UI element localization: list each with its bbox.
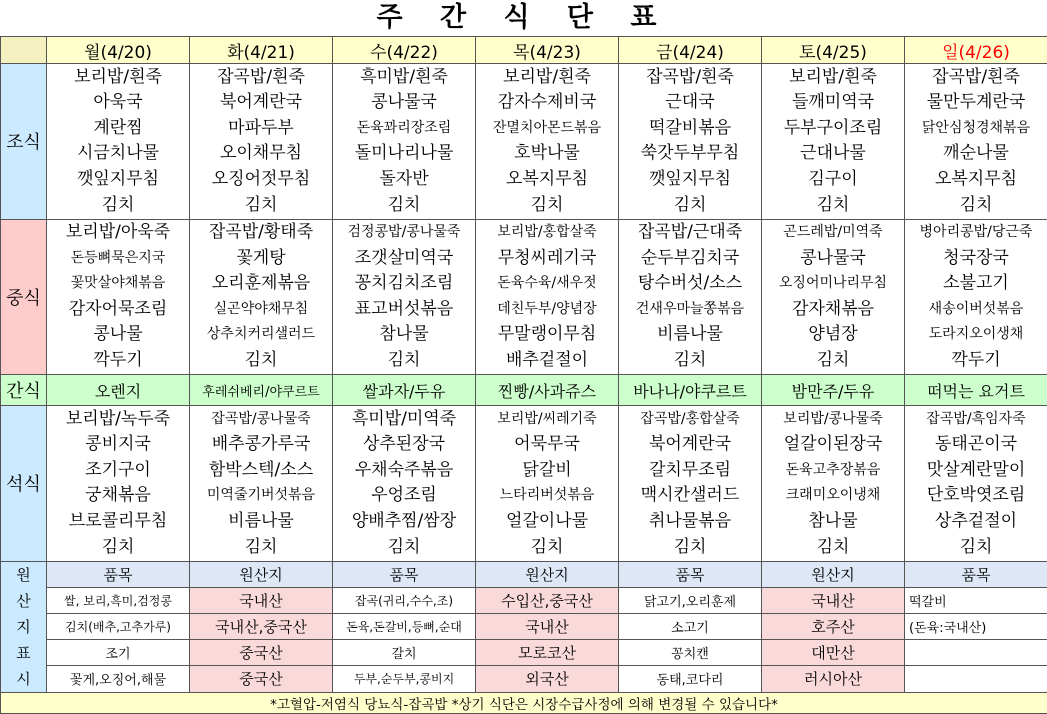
menu-item: 병아리콩밥/당근죽 — [905, 220, 1047, 246]
menu-item: 콩나물 — [47, 322, 189, 348]
origin-country-cell: 중국산 — [190, 666, 333, 692]
menu-item: 닭안심청경채볶음 — [905, 116, 1047, 142]
menu-item: 양념장 — [762, 322, 904, 348]
menu-item: 김치 — [762, 535, 904, 561]
menu-item: 잡곡밥/흰죽 — [190, 65, 332, 91]
origin-item-cell: 갈치 — [333, 640, 476, 666]
menu-item: 오징어미나리무침 — [762, 271, 904, 297]
menu-item: 건새우마늘쫑볶음 — [619, 297, 761, 323]
menu-item: 보리밥/흰죽 — [762, 65, 904, 91]
origin-column-header: 품목 — [905, 561, 1047, 587]
dinner-day-cell — [476, 406, 619, 561]
origin-label — [1, 561, 47, 692]
origin-item-cell: 두부,순두부,콩비지 — [333, 666, 476, 692]
origin-country-cell: 국내산 — [476, 613, 619, 639]
menu-item: 흑미밥/미역죽 — [333, 407, 475, 433]
menu-item: 궁채볶음 — [47, 483, 189, 509]
menu-item: 함박스텍/소스 — [190, 458, 332, 484]
menu-item: 김치 — [619, 348, 761, 374]
menu-item: 계란찜 — [47, 116, 189, 142]
origin-item-cell: 쌀, 보리,흑미,검정콩 — [47, 587, 190, 613]
origin-item-cell: 김치(배추,고추가루) — [47, 613, 190, 639]
origin-item-cell: 닭고기,오리훈제 — [619, 587, 762, 613]
day-header: 금(4/24) — [619, 37, 762, 64]
lunch-day-cell — [190, 219, 333, 374]
menu-item: 닭갈비 — [476, 458, 618, 484]
menu-item: 순두부김치국 — [619, 246, 761, 272]
origin-column-header: 원산지 — [762, 561, 905, 587]
origin-item-cell: 소고기 — [619, 613, 762, 639]
menu-item: 김치 — [762, 193, 904, 219]
menu-item: 맥시칸샐러드 — [619, 483, 761, 509]
origin-country-cell: 대만산 — [762, 640, 905, 666]
origin-item-cell: 떡갈비 — [905, 587, 1047, 613]
menu-item: 오리훈제볶음 — [190, 271, 332, 297]
origin-column-header: 품목 — [333, 561, 476, 587]
day-header-row — [1, 37, 1047, 64]
menu-item: 맛살계란말이 — [905, 458, 1047, 484]
menu-item: 보리밥/아욱죽 — [47, 220, 189, 246]
menu-item: 깻잎지무침 — [47, 167, 189, 193]
menu-item: 오복지무침 — [905, 167, 1047, 193]
snack-cell: 밤만주/두유 — [762, 375, 905, 406]
menu-item: 무말랭이무침 — [476, 322, 618, 348]
menu-item: 비름나물 — [190, 509, 332, 535]
menu-item: 꽃맛살야채볶음 — [47, 271, 189, 297]
breakfast-day-cell — [905, 64, 1047, 219]
lunch-day-cell — [762, 219, 905, 374]
origin-row — [1, 587, 1047, 613]
snack-row — [1, 375, 1047, 406]
origin-country-cell: 러시아산 — [762, 666, 905, 692]
origin-column-header: 품목 — [47, 561, 190, 587]
origin-country-cell: 모로코산 — [476, 640, 619, 666]
menu-item: 김치 — [333, 348, 475, 374]
origin-country-cell: 중국산 — [190, 640, 333, 666]
breakfast-day-cell — [47, 64, 190, 219]
menu-item: 잡곡밥/황태죽 — [190, 220, 332, 246]
origin-column-header: 원산지 — [190, 561, 333, 587]
breakfast-day-cell — [333, 64, 476, 219]
menu-item: 물만두계란국 — [905, 90, 1047, 116]
dinner-day-cell — [905, 406, 1047, 561]
origin-label-text: 원산지표시 — [15, 562, 33, 692]
menu-item: 호박나물 — [476, 141, 618, 167]
menu-item: 북어계란국 — [190, 90, 332, 116]
menu-item: 도라지오이생채 — [905, 322, 1047, 348]
menu-item: 참나물 — [762, 509, 904, 535]
menu-item: 보리밥/홍합살죽 — [476, 220, 618, 246]
menu-item: 조기구이 — [47, 458, 189, 484]
menu-item: 떡갈비볶음 — [619, 116, 761, 142]
day-header: 수(4/22) — [333, 37, 476, 64]
menu-item: 오징어젓무침 — [190, 167, 332, 193]
origin-column-header: 품목 — [619, 561, 762, 587]
menu-item: 잡곡밥/근대죽 — [619, 220, 761, 246]
day-header: 목(4/23) — [476, 37, 619, 64]
dinner-row — [1, 406, 1047, 561]
breakfast-day-cell — [190, 64, 333, 219]
menu-item: 단호박엿조림 — [905, 483, 1047, 509]
menu-item: 배추콩가루국 — [190, 432, 332, 458]
menu-item: 깍두기 — [905, 348, 1047, 374]
origin-row — [1, 640, 1047, 666]
origin-country-cell: 국내산 — [762, 587, 905, 613]
menu-item: 오복지무침 — [476, 167, 618, 193]
snack-cell: 떠먹는 요거트 — [905, 375, 1047, 406]
menu-item: 김치 — [47, 535, 189, 561]
menu-item: 비름나물 — [619, 322, 761, 348]
menu-item: 검정콩밥/콩나물죽 — [333, 220, 475, 246]
origin-header-row — [1, 561, 1047, 587]
menu-item: 김치 — [333, 535, 475, 561]
menu-item: 감자채볶음 — [762, 297, 904, 323]
origin-row — [1, 666, 1047, 692]
menu-item: 표고버섯볶음 — [333, 297, 475, 323]
lunch-day-cell — [905, 219, 1047, 374]
breakfast-day-cell — [476, 64, 619, 219]
menu-item: 양배추찜/쌈장 — [333, 509, 475, 535]
day-header: 토(4/25) — [762, 37, 905, 64]
origin-country-cell: 수입산,중국산 — [476, 587, 619, 613]
menu-item: 돈육꽈리장조림 — [333, 116, 475, 142]
origin-column-header: 원산지 — [476, 561, 619, 587]
origin-item-cell: 돈육,돈갈비,등뼈,순대 — [333, 613, 476, 639]
origin-country-cell: 국내산 — [190, 587, 333, 613]
menu-item: 김치 — [190, 535, 332, 561]
snack-label: 간식 — [1, 375, 47, 406]
origin-item-cell: 잡곡(귀리,수수,조) — [333, 587, 476, 613]
menu-item: 콩나물국 — [762, 246, 904, 272]
menu-item: 탕수버섯/소스 — [619, 271, 761, 297]
menu-item: 동태곤이국 — [905, 432, 1047, 458]
snack-cell: 찐빵/사과쥬스 — [476, 375, 619, 406]
menu-item: 김구이 — [762, 167, 904, 193]
menu-table — [0, 36, 1047, 714]
menu-item: 얼갈이나물 — [476, 509, 618, 535]
menu-item: 김치 — [476, 535, 618, 561]
breakfast-label: 조식 — [1, 64, 47, 219]
dinner-label: 석식 — [1, 406, 47, 561]
menu-item: 콩나물국 — [333, 90, 475, 116]
menu-item: 시금치나물 — [47, 141, 189, 167]
origin-item-cell — [905, 640, 1047, 666]
snack-cell: 바나나/야쿠르트 — [619, 375, 762, 406]
menu-item: 보리밥/콩나물죽 — [762, 407, 904, 433]
menu-item: 상추된장국 — [333, 432, 475, 458]
origin-item-cell: 꽁치캔 — [619, 640, 762, 666]
menu-item: 잡곡밥/콩나물죽 — [190, 407, 332, 433]
menu-item: 어묵무국 — [476, 432, 618, 458]
lunch-day-cell — [619, 219, 762, 374]
breakfast-row — [1, 64, 1047, 219]
snack-cell: 오렌지 — [47, 375, 190, 406]
menu-item: 잡곡밥/홍합살죽 — [619, 407, 761, 433]
menu-item: 보리밥/녹두죽 — [47, 407, 189, 433]
page-title: 주 간 식 단 표 — [0, 0, 1047, 36]
footer-note: *고혈압-저염식 당뇨식-잡곡밥 *상기 식단은 시장수급사정에 의해 변경될 수 있습니다* — [1, 692, 1047, 713]
menu-item: 김치 — [476, 193, 618, 219]
origin-item-cell — [905, 666, 1047, 692]
menu-item: 마파두부 — [190, 116, 332, 142]
origin-item-cell: 조기 — [47, 640, 190, 666]
menu-item: 김치 — [47, 193, 189, 219]
menu-item: 브로콜리무침 — [47, 509, 189, 535]
menu-item: 감자수제비국 — [476, 90, 618, 116]
menu-item: 우채숙주볶음 — [333, 458, 475, 484]
dinner-day-cell — [762, 406, 905, 561]
origin-item-cell: 꽃게,오징어,해물 — [47, 666, 190, 692]
menu-item: 꽃게탕 — [190, 246, 332, 272]
menu-item: 잡곡밥/흰죽 — [619, 65, 761, 91]
menu-item: 우엉조림 — [333, 483, 475, 509]
menu-item: 김치 — [190, 348, 332, 374]
origin-row — [1, 613, 1047, 639]
menu-item: 청국장국 — [905, 246, 1047, 272]
menu-item: 참나물 — [333, 322, 475, 348]
menu-item: 취나물볶음 — [619, 509, 761, 535]
dinner-day-cell — [190, 406, 333, 561]
dinner-day-cell — [333, 406, 476, 561]
menu-item: 배추겉절이 — [476, 348, 618, 374]
menu-item: 상추겉절이 — [905, 509, 1047, 535]
menu-item: 잡곡밥/흰죽 — [905, 65, 1047, 91]
menu-item: 근대국 — [619, 90, 761, 116]
menu-item: 김치 — [619, 535, 761, 561]
lunch-day-cell — [47, 219, 190, 374]
menu-item: 김치 — [619, 193, 761, 219]
lunch-row — [1, 219, 1047, 374]
breakfast-day-cell — [619, 64, 762, 219]
menu-item: 잔멸치아몬드볶음 — [476, 116, 618, 142]
corner-cell — [1, 37, 47, 64]
menu-item: 돈육고추장볶음 — [762, 458, 904, 484]
menu-item: 갈치무조림 — [619, 458, 761, 484]
menu-item: 보리밥/흰죽 — [476, 65, 618, 91]
menu-item: 돌미나리나물 — [333, 141, 475, 167]
menu-item: 들깨미역국 — [762, 90, 904, 116]
menu-item: 김치 — [333, 193, 475, 219]
menu-item: 새송이버섯볶음 — [905, 297, 1047, 323]
menu-item: 얼갈이된장국 — [762, 432, 904, 458]
menu-item: 북어계란국 — [619, 432, 761, 458]
lunch-label: 중식 — [1, 219, 47, 374]
menu-item: 깨순나물 — [905, 141, 1047, 167]
dinner-day-cell — [619, 406, 762, 561]
origin-item-cell: 동태,코다리 — [619, 666, 762, 692]
origin-country-cell: 외국산 — [476, 666, 619, 692]
menu-item: 콩비지국 — [47, 432, 189, 458]
menu-item: 흑미밥/흰죽 — [333, 65, 475, 91]
menu-item: 김치 — [905, 535, 1047, 561]
menu-item: 돈육수육/새우젓 — [476, 271, 618, 297]
menu-item: 데친두부/양념장 — [476, 297, 618, 323]
menu-item: 꽁치김치조림 — [333, 271, 475, 297]
menu-item: 감자어묵조림 — [47, 297, 189, 323]
origin-item-cell: (돈육:국내산) — [905, 613, 1047, 639]
menu-item: 아욱국 — [47, 90, 189, 116]
breakfast-day-cell — [762, 64, 905, 219]
snack-cell: 쌀과자/두유 — [333, 375, 476, 406]
menu-item: 돈등뼈묵은지국 — [47, 246, 189, 272]
menu-item: 깻잎지무침 — [619, 167, 761, 193]
menu-item: 소불고기 — [905, 271, 1047, 297]
day-header-sunday: 일(4/26) — [905, 37, 1047, 64]
menu-item: 곤드레밥/미역죽 — [762, 220, 904, 246]
menu-item: 조갯살미역국 — [333, 246, 475, 272]
day-header: 화(4/21) — [190, 37, 333, 64]
day-header: 월(4/20) — [47, 37, 190, 64]
menu-item: 느타리버섯볶음 — [476, 483, 618, 509]
menu-item: 보리밥/씨레기죽 — [476, 407, 618, 433]
menu-item: 크래미오이냉채 — [762, 483, 904, 509]
lunch-day-cell — [476, 219, 619, 374]
snack-cell: 후레쉬베리/야쿠르트 — [190, 375, 333, 406]
lunch-day-cell — [333, 219, 476, 374]
menu-item: 오이채무침 — [190, 141, 332, 167]
menu-item: 김치 — [762, 348, 904, 374]
menu-item: 무청씨레기국 — [476, 246, 618, 272]
menu-item: 김치 — [905, 193, 1047, 219]
menu-item: 두부구이조림 — [762, 116, 904, 142]
origin-country-cell: 국내산,중국산 — [190, 613, 333, 639]
menu-item: 잡곡밥/흑임자죽 — [905, 407, 1047, 433]
menu-item: 미역줄기버섯볶음 — [190, 483, 332, 509]
origin-country-cell: 호주산 — [762, 613, 905, 639]
menu-item: 보리밥/흰죽 — [47, 65, 189, 91]
footer-row — [1, 692, 1047, 713]
menu-item: 김치 — [190, 193, 332, 219]
menu-item: 돌자반 — [333, 167, 475, 193]
menu-item: 상추치커리샐러드 — [190, 322, 332, 348]
dinner-day-cell — [47, 406, 190, 561]
menu-item: 쑥갓두부무침 — [619, 141, 761, 167]
menu-item: 깍두기 — [47, 348, 189, 374]
menu-item: 실곤약야채무침 — [190, 297, 332, 323]
menu-item: 근대나물 — [762, 141, 904, 167]
